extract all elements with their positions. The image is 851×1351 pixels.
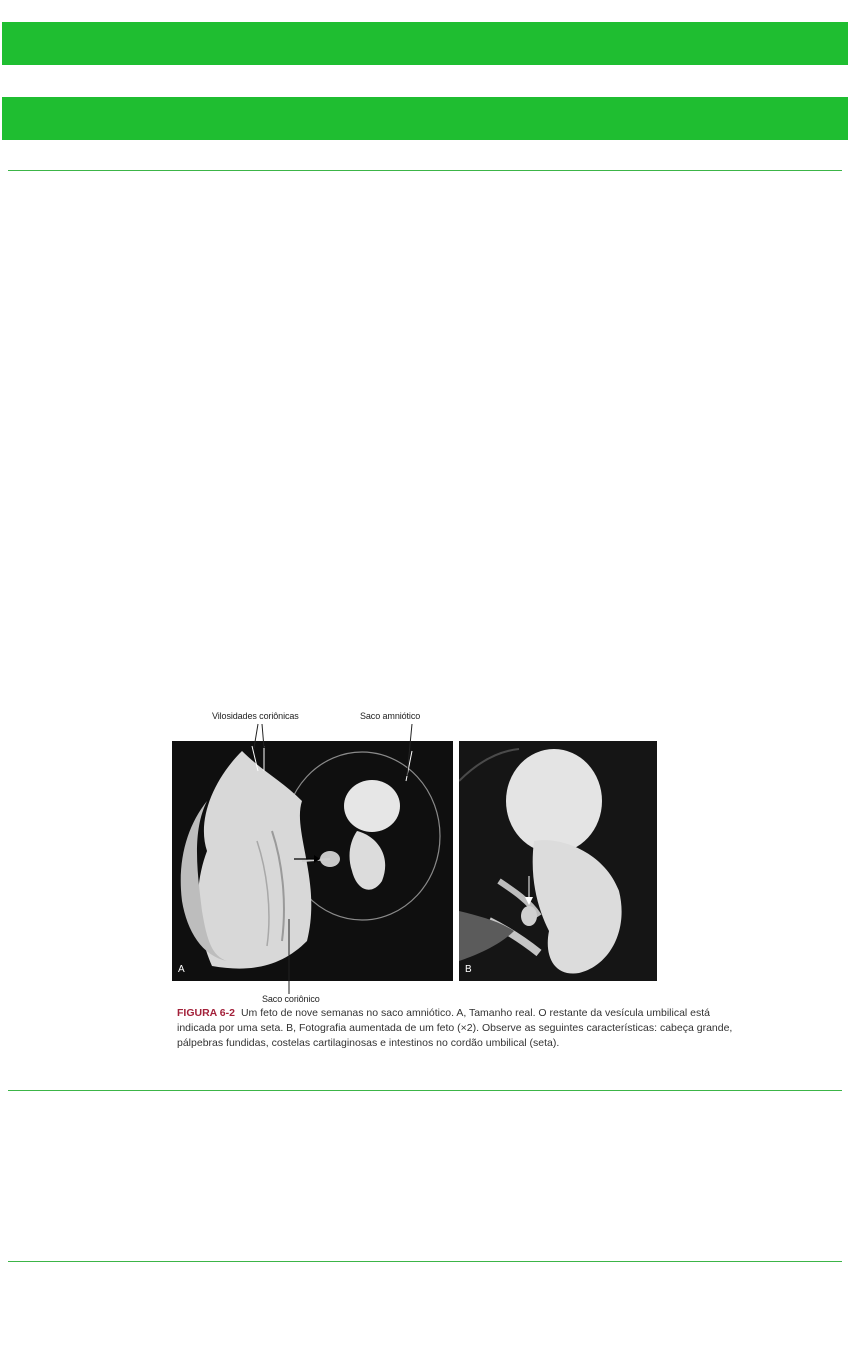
figure-caption [177, 1006, 737, 1051]
label-chorionic-villi: Vilosidades coriônicas [212, 711, 299, 721]
header-band-bottom [2, 97, 848, 140]
panel-letter-a: A [178, 964, 185, 975]
divider-bottom [8, 1261, 842, 1262]
header-band-top [2, 22, 848, 65]
label-leader-lines [170, 704, 660, 1010]
divider-middle [8, 1090, 842, 1091]
label-amniotic-sac: Saco amniótico [360, 711, 421, 721]
panel-letter-b: B [465, 964, 472, 975]
divider-top [8, 170, 842, 171]
figure-6-2 [170, 704, 660, 1010]
figure-number: FIGURA 6-2 [177, 1007, 235, 1019]
label-chorionic-sac: Saco coriônico [262, 994, 320, 1004]
caption-text: Um feto de nove semanas no saco amniótico. A, Tamanho real. O restante da vesícula umbilical está indicada por uma seta. B, Fotografia aumentada de um feto (×2). Observe as seguintes características: cabeça grande, pálpebras fundidas, costelas cartilaginosas e intestinos no cordão umbilical (seta). [177, 1007, 733, 1049]
